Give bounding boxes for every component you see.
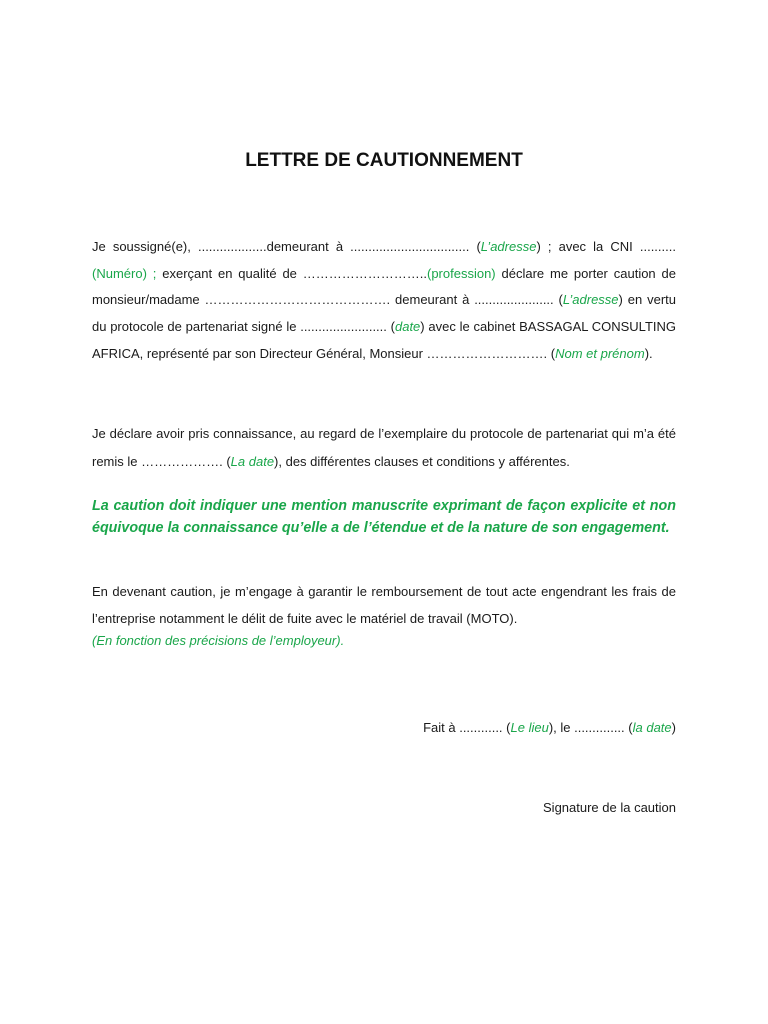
paragraph-identity [92, 234, 676, 368]
employer-note: (En fonction des précisions de l’employeur). [92, 633, 345, 648]
p1-text-4: déclare me porter caution de monsieur/madame ……………………………………. demeurant à ...................... ( [92, 265, 676, 308]
paragraph-commitment: En devenant caution, je m’engage à garantir le remboursement de tout acte engendrant les frais de l’entreprise notamment le délit de fuite avec le matériel de travail (MOTO). [92, 584, 676, 626]
placeholder-adresse-2: L’adresse [562, 292, 619, 308]
p1-text-2: ) ; avec la CNI .......... [536, 239, 676, 254]
p2-text-1: Je déclare avoir pris connaissance, au regard de l’exemplaire du protocole de partenariat qui m’a été remis le ………………. ( [92, 426, 676, 469]
placeholder-la-date: La date [230, 454, 275, 469]
p2-text-2: ), des différentes clauses et conditions y afférentes. [274, 454, 570, 469]
p1-text-5: ) en vertu du protocole de partenariat signé le ........................ ( [92, 292, 676, 335]
p1-text-3: exerçant en qualité de ……………………….. [156, 265, 427, 281]
placeholder-lieu: Le lieu [510, 720, 549, 735]
p1-text-7: ). [644, 345, 653, 361]
placeholder-date: date [394, 319, 421, 335]
document-title: LETTRE DE CAUTIONNEMENT [245, 150, 523, 171]
placeholder-fait-date: la date [632, 720, 672, 735]
handwritten-mention-note: La caution doit indiquer une mention manuscrite exprimant de façon explicite et non équivoque la connaissance qu’elle a de l’étendue et de la nature de son engagement. [92, 498, 676, 536]
fait-text-1: Fait à ............ ( [423, 720, 511, 735]
placeholder-nom-prenom: Nom et prénom [555, 345, 645, 361]
placeholder-numero: (Numéro) ; [92, 265, 157, 281]
signature-label: Signature de la caution [543, 800, 676, 815]
fait-text-3: ) [671, 720, 676, 735]
placeholder-adresse-1: L’adresse [480, 239, 537, 254]
fait-text-2: ), le .............. ( [548, 720, 633, 735]
p1-text-6: ) avec le cabinet BASSAGAL CONSULTING AFRICA, représenté par son Directeur Général, Monsieur ………………………. ( [92, 319, 676, 361]
p1-text-1: Je soussigné(e), ...................demeurant à ................................. ( [92, 239, 481, 254]
place-date-line [423, 720, 676, 735]
paragraph-acknowledgement [92, 420, 676, 476]
placeholder-profession: (profession) [427, 265, 496, 281]
